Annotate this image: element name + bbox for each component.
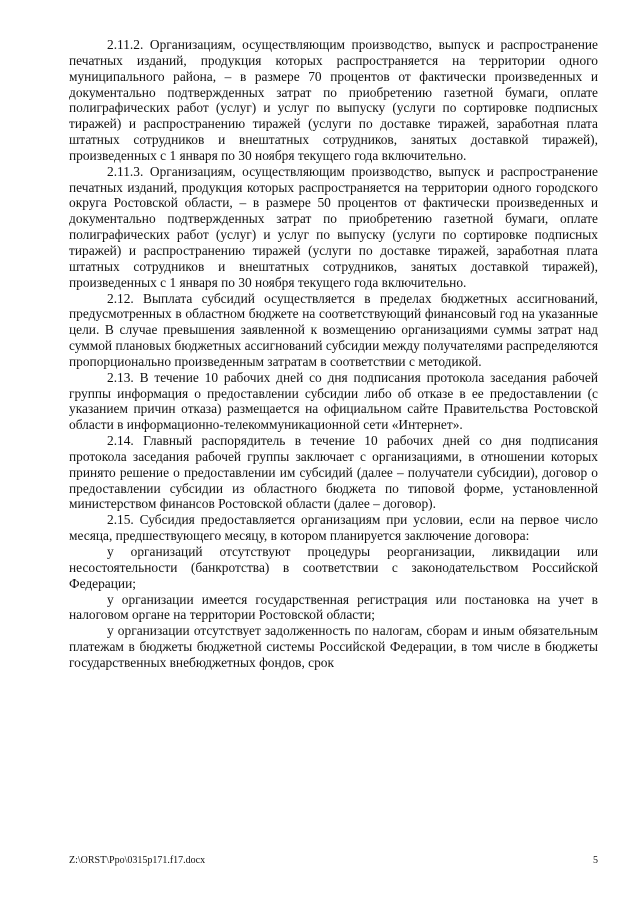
page-number: 5 — [593, 855, 598, 866]
document-body — [69, 37, 598, 671]
condition-registration: у организации имеется государственная регистрация или постановка на учет в налоговом органе на территории Ростовской области; — [69, 591, 598, 623]
paragraph-2-14: 2.14. Главный распорядитель в течение 10 рабочих дней со дня подписания протокола заседания рабочей группы заключает с организациями, в отношении которых принято решение о предоставлении им субсидий (далее – получатели субсидии), договор о предоставлении субсидии из областного бюджета по типовой форме, установленной министерством финансов Ростовской области (далее – договор). — [69, 433, 598, 512]
paragraph-2-11-3: 2.11.3. Организациям, осуществляющим производство, выпуск и распространение печатных изданий, продукция которых распространяется на территории одного городского округа Ростовской области, – в размере 50 процентов от фактически произведенных и документально подтвержденных затрат по приобретению газетной бумаги, оплате полиграфических работ (услуг) и услуг по выпуску (услуги по сортировке подписных тиражей) и распространению тиражей (услуги по доставке тиражей, заработная плата штатных сотрудников и внештатных сотрудников, занятых доставкой тиражей), произведенных с 1 января по 30 ноября текущего года включительно. — [69, 163, 598, 290]
paragraph-2-15: 2.15. Субсидия предоставляется организациям при условии, если на первое число месяца, предшествующего месяцу, в котором планируется заключение договора: — [69, 512, 598, 544]
paragraph-2-11-2: 2.11.2. Организациям, осуществляющим производство, выпуск и распространение печатных изданий, продукция которых распространяется на территории одного муниципального района, – в размере 70 процентов от фактически произведенных и документально подтвержденных затрат по приобретению газетной бумаги, оплате полиграфических работ (услуг) и услуг по выпуску (услуги по сортировке подписных тиражей) и распространению тиражей (услуги по доставке тиражей, заработная плата штатных сотрудников и внештатных сотрудников, занятых доставкой тиражей), произведенных с 1 января по 30 ноября текущего года включительно. — [69, 37, 598, 163]
paragraph-2-12: 2.12. Выплата субсидий осуществляется в пределах бюджетных ассигнований, предусмотренных в областном бюджете на соответствующий финансовый год на указанные цели. В случае превышения заявленной к возмещению организациями суммы затрат над суммой плановых бюджетных ассигнований субсидии между получателями распределяются пропорционально произведенным затратам в соответствии с методикой. — [69, 290, 598, 369]
page-footer — [69, 855, 598, 869]
condition-no-reorganization: у организаций отсутствуют процедуры реорганизации, ликвидации или несостоятельности (банкротства) в соответствии с законодательством Российской Федерации; — [69, 544, 598, 591]
condition-no-tax-debt: у организации отсутствует задолженность по налогам, сборам и иным обязательным платежам в бюджеты бюджетной системы Российской Федерации, в том числе в бюджеты государственных внебюджетных фондов, срок — [69, 623, 598, 670]
footer-file-path: Z:\ORST\Ppo\0315p171.f17.docx — [69, 855, 206, 866]
paragraph-2-13: 2.13. В течение 10 рабочих дней со дня подписания протокола заседания рабочей группы информация о предоставлении субсидии либо об отказе в ее предоставлении (с указанием причин отказа) размещается на официальном сайте Правительства Ростовской области в информационно-телекоммуникационной сети «Интернет». — [69, 369, 598, 433]
